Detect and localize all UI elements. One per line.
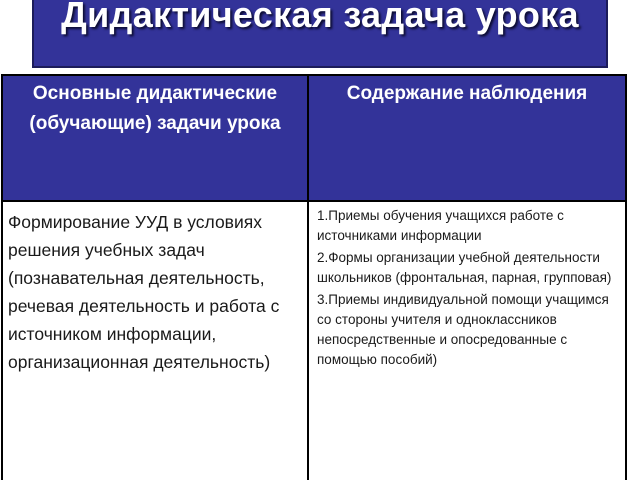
slide-title: Дидактическая задача урока (61, 0, 579, 35)
cell-observation-list (309, 202, 625, 480)
title-banner (32, 0, 608, 68)
observation-item-1: 1.Приемы обучения учащихся работе с источниками информации (317, 208, 564, 243)
cell-didactic-task: Формирование УУД в условиях решения учебных задач (познавательная деятельность, речевая деятельность и работа с источником информации, организационная деятельность) (3, 202, 309, 480)
header-observation-content: Содержание наблюдения (309, 76, 625, 202)
lesson-table (1, 74, 627, 480)
observation-item-2: 2.Формы организации учебной деятельности школьников (фронтальная, парная, групповая) (317, 250, 612, 285)
observation-item-3: 3.Приемы индивидуальной помощи учащимся со стороны учителя и одноклассников непосредственные и опосредованные с помощью пособий) (317, 292, 609, 367)
header-didactic-tasks: Основные дидактические (обучающие) задачи урока (3, 76, 309, 202)
